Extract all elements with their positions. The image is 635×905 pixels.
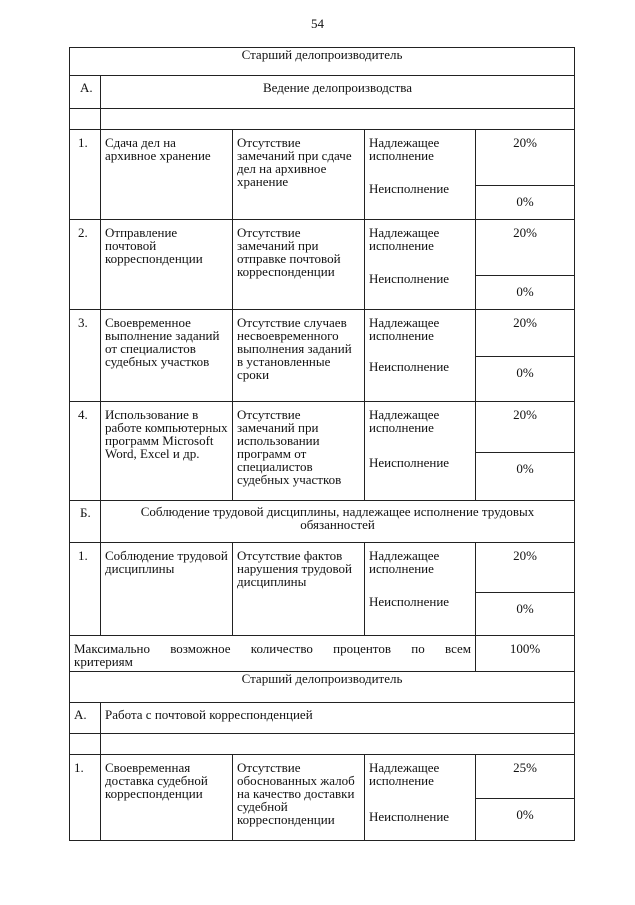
row-number: 1. bbox=[70, 543, 101, 636]
table-title-row bbox=[70, 672, 575, 703]
percent-cell bbox=[476, 220, 575, 310]
section-row bbox=[70, 76, 575, 109]
table-title: Старший делопроизводитель bbox=[70, 672, 575, 703]
task-cell: Своевременная доставка судебной корреспонденции bbox=[101, 755, 233, 841]
row-number: 1. bbox=[70, 755, 101, 841]
section-letter: А. bbox=[70, 703, 101, 734]
total-value: 100% bbox=[476, 636, 575, 672]
criteria-table bbox=[69, 47, 575, 841]
good-label: Надлежащее исполнение bbox=[369, 760, 440, 788]
percent-bad: 0% bbox=[476, 356, 574, 401]
assessment-cell bbox=[365, 130, 476, 220]
criterion-cell: Отсутствие фактов нарушения трудовой дисциплины bbox=[233, 543, 365, 636]
percent-good: 20% bbox=[513, 225, 537, 240]
section-row bbox=[70, 703, 575, 734]
percent-cell bbox=[476, 755, 575, 841]
percent-cell bbox=[476, 130, 575, 220]
section-title: Соблюдение трудовой дисциплины, надлежащее исполнение трудовых обязанностей bbox=[101, 501, 575, 543]
table-row bbox=[70, 755, 575, 841]
total-label-line1: Максимально возможное количество процентов по всем bbox=[74, 641, 471, 656]
percent-bad: 0% bbox=[476, 452, 574, 500]
table-title-row bbox=[70, 48, 575, 76]
percent-good: 20% bbox=[513, 407, 537, 422]
percent-bad: 0% bbox=[476, 185, 574, 219]
good-label: Надлежащее исполнение bbox=[369, 315, 440, 343]
criterion-cell: Отсутствие замечаний при использовании программ от специалистов судебных участков bbox=[233, 402, 365, 501]
table-row bbox=[70, 220, 575, 310]
bad-label: Неисполнение bbox=[369, 809, 450, 824]
row-number: 2. bbox=[70, 220, 101, 310]
page-number: 54 bbox=[311, 16, 324, 31]
task-cell: Использование в работе компьютерных программ Microsoft Word, Excel и др. bbox=[101, 402, 233, 501]
percent-bad: 0% bbox=[476, 592, 574, 635]
percent-bad: 0% bbox=[476, 798, 574, 840]
row-number: 1. bbox=[70, 130, 101, 220]
section-letter: А. bbox=[70, 76, 101, 109]
section-title: Работа с почтовой корреспонденцией bbox=[101, 703, 575, 734]
spacer-row bbox=[70, 734, 575, 755]
percent-cell bbox=[476, 543, 575, 636]
task-cell: Сдача дел на архивное хранение bbox=[101, 130, 233, 220]
task-cell: Отправление почтовой корреспонденции bbox=[101, 220, 233, 310]
assessment-cell bbox=[365, 402, 476, 501]
table-row bbox=[70, 402, 575, 501]
bad-label: Неисполнение bbox=[369, 359, 450, 374]
criterion-cell: Отсутствие случаев несвоевременного выполнения заданий в установленные сроки bbox=[233, 310, 365, 402]
spacer-row bbox=[70, 109, 575, 130]
assessment-cell bbox=[365, 310, 476, 402]
percent-cell bbox=[476, 402, 575, 501]
criterion-cell: Отсутствие замечаний при сдаче дел на архивное хранение bbox=[233, 130, 365, 220]
table-row bbox=[70, 543, 575, 636]
assessment-cell bbox=[365, 755, 476, 841]
good-label: Надлежащее исполнение bbox=[369, 225, 440, 253]
good-label: Надлежащее исполнение bbox=[369, 135, 440, 163]
total-row bbox=[70, 636, 575, 672]
bad-label: Неисполнение bbox=[369, 594, 450, 609]
table-title: Старший делопроизводитель bbox=[70, 48, 575, 76]
percent-cell bbox=[476, 310, 575, 402]
row-number: 4. bbox=[70, 402, 101, 501]
criterion-cell: Отсутствие замечаний при отправке почтовой корреспонденции bbox=[233, 220, 365, 310]
section-letter: Б. bbox=[70, 501, 101, 543]
bad-label: Неисполнение bbox=[369, 181, 450, 196]
row-number: 3. bbox=[70, 310, 101, 402]
table-row bbox=[70, 130, 575, 220]
percent-good: 20% bbox=[513, 315, 537, 330]
assessment-cell bbox=[365, 220, 476, 310]
total-label bbox=[70, 636, 476, 672]
percent-good: 20% bbox=[513, 135, 537, 150]
percent-good: 25% bbox=[513, 760, 537, 775]
table-row bbox=[70, 310, 575, 402]
percent-bad: 0% bbox=[476, 275, 574, 309]
section-title: Ведение делопроизводства bbox=[101, 76, 575, 109]
percent-good: 20% bbox=[513, 548, 537, 563]
good-label: Надлежащее исполнение bbox=[369, 548, 440, 576]
task-cell: Своевременное выполнение заданий от специалистов судебных участков bbox=[101, 310, 233, 402]
good-label: Надлежащее исполнение bbox=[369, 407, 440, 435]
task-cell: Соблюдение трудовой дисциплины bbox=[101, 543, 233, 636]
assessment-cell bbox=[365, 543, 476, 636]
total-label-line2: критериям bbox=[74, 654, 133, 669]
criterion-cell: Отсутствие обоснованных жалоб на качество доставки судебной корреспонденции bbox=[233, 755, 365, 841]
bad-label: Неисполнение bbox=[369, 455, 450, 470]
bad-label: Неисполнение bbox=[369, 271, 450, 286]
section-row bbox=[70, 501, 575, 543]
